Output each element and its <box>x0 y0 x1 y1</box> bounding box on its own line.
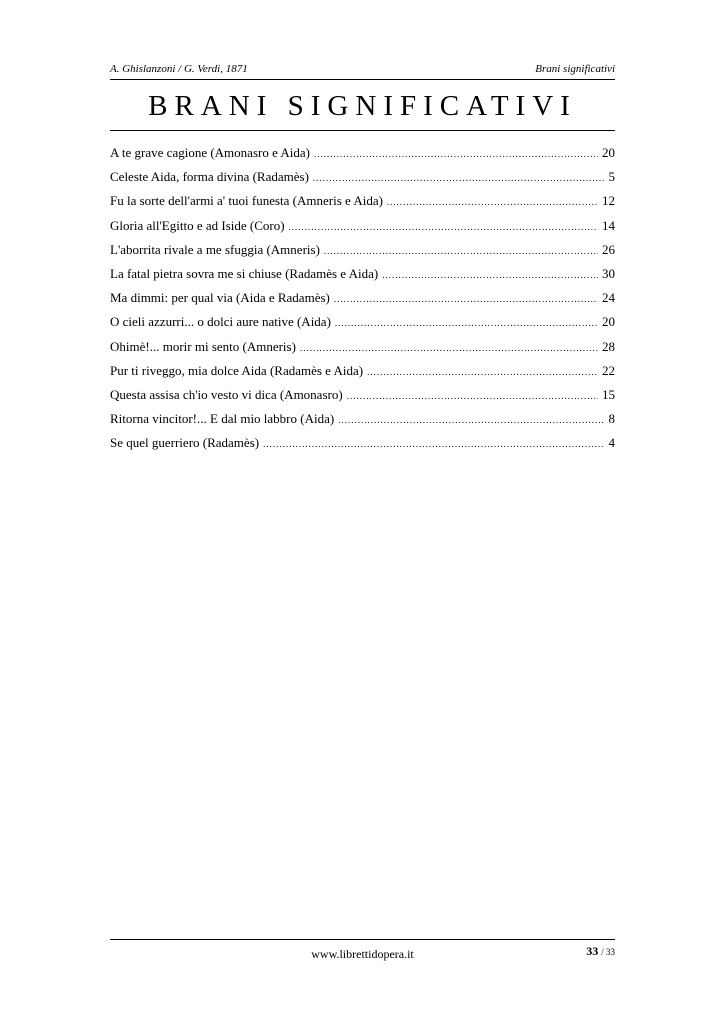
toc-leader-dots <box>382 263 598 287</box>
toc-entry-page: 20 <box>602 314 615 330</box>
toc-leader-dots <box>347 384 598 408</box>
toc-entry <box>110 214 615 238</box>
table-of-contents <box>110 141 615 455</box>
toc-entry-page: 28 <box>602 338 615 354</box>
toc-entry <box>110 335 615 359</box>
toc-entry-page: 20 <box>602 145 615 160</box>
toc-entry-title: A te grave cagione (Amonasro e Aida) <box>110 145 310 160</box>
toc-leader-dots <box>313 166 605 190</box>
header-author: A. Ghislanzoni / G. Verdi, 1871 <box>110 63 248 75</box>
toc-entry-title: Celeste Aida, forma divina (Radamès) <box>110 169 309 185</box>
toc-leader-dots <box>300 336 598 360</box>
toc-entry-title: O cieli azzurri... o dolci aure native (Aida) <box>110 314 331 330</box>
toc-entry-page: 14 <box>602 217 615 233</box>
running-header <box>110 63 615 75</box>
toc-entry-page: 15 <box>602 386 615 402</box>
total-pages: / 33 <box>601 947 615 957</box>
title-rule <box>110 130 615 131</box>
toc-entry-title: Gloria all'Egitto e ad Iside (Coro) <box>110 217 285 233</box>
toc-entry-page: 30 <box>602 265 615 281</box>
toc-entry <box>110 359 615 383</box>
toc-leader-dots <box>324 239 598 263</box>
toc-entry <box>110 141 615 165</box>
footer-website: www.librettidopera.it <box>311 947 414 961</box>
toc-entry-page: 12 <box>602 193 615 209</box>
toc-entry <box>110 286 615 310</box>
toc-entry <box>110 189 615 213</box>
toc-entry-title: Se quel guerriero (Radamès) <box>110 435 260 451</box>
footer-page-number <box>586 944 615 959</box>
toc-leader-dots <box>289 215 598 239</box>
footer-rule <box>110 939 615 940</box>
toc-entry <box>110 262 615 286</box>
toc-entry <box>110 165 615 189</box>
toc-entry-title: Ohimè!... morir mi sento (Amneris) <box>110 338 296 354</box>
toc-leader-dots <box>314 142 598 166</box>
toc-entry-page: 24 <box>602 290 615 306</box>
toc-leader-dots <box>338 408 604 432</box>
toc-entry-title: Questa assisa ch'io vesto vi dica (Amonasro) <box>110 386 343 402</box>
toc-entry-page: 26 <box>602 241 615 257</box>
document-page <box>110 0 615 1024</box>
toc-entry-title: Ma dimmi: per qual via (Aida e Radamès) <box>110 290 330 306</box>
toc-entry-page: 22 <box>602 362 615 378</box>
toc-leader-dots <box>334 287 598 311</box>
toc-entry <box>110 431 615 455</box>
toc-entry-page: 5 <box>608 169 615 185</box>
toc-entry-title: L'aborrita rivale a me sfuggia (Amneris) <box>110 241 320 257</box>
toc-entry <box>110 238 615 262</box>
toc-entry <box>110 310 615 334</box>
toc-entry-title: Ritorna vincitor!... E dal mio labbro (Aida) <box>110 411 335 427</box>
page-title: BRANI SIGNIFICATIVI <box>148 90 577 122</box>
toc-leader-dots <box>367 360 598 384</box>
header-rule <box>110 79 615 80</box>
toc-entry <box>110 383 615 407</box>
toc-entry-title: Pur ti riveggo, mia dolce Aida (Radamès e Aida) <box>110 362 364 378</box>
toc-entry <box>110 407 615 431</box>
current-page: 33 <box>586 944 599 958</box>
toc-leader-dots <box>263 432 604 456</box>
toc-entry-title: Fu la sorte dell'armi a' tuoi funesta (Amneris e Aida) <box>110 193 383 209</box>
toc-entry-page: 4 <box>608 435 615 451</box>
toc-entry-page: 8 <box>608 411 615 427</box>
toc-entry-title: La fatal pietra sovra me si chiuse (Radamès e Aida) <box>110 265 379 281</box>
toc-leader-dots <box>387 190 598 214</box>
header-section: Brani significativi <box>535 63 615 75</box>
toc-leader-dots <box>335 311 598 335</box>
